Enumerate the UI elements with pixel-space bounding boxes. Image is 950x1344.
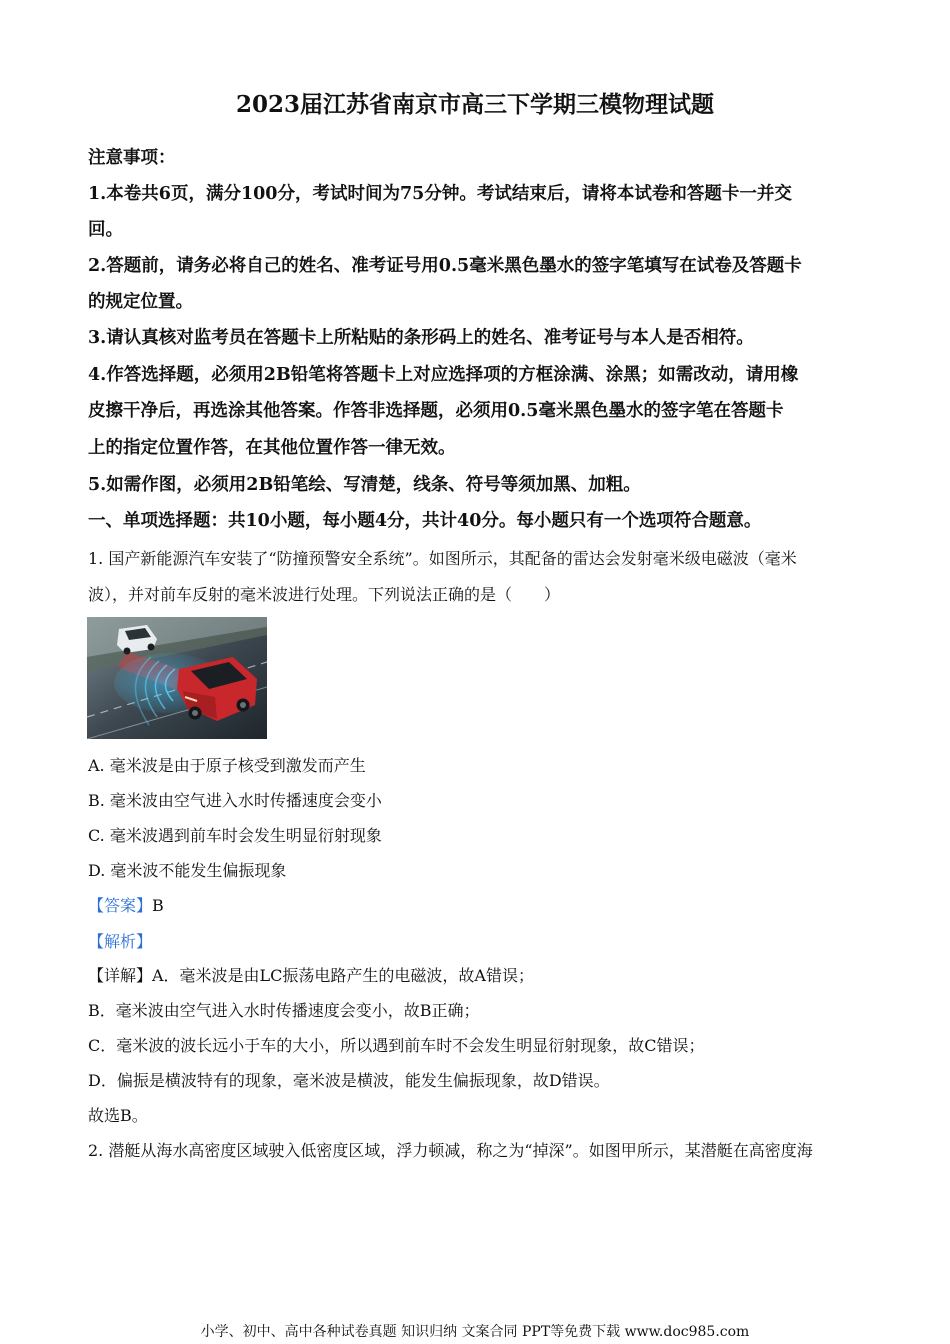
notice-line: 3.请认真核对监考员在答题卡上所粘贴的条形码上的姓名、准考证号与本人是否相符。 <box>88 328 754 348</box>
notice-line: 的规定位置。 <box>88 292 193 312</box>
notice-line: 回。 <box>88 220 123 240</box>
footer-text: 小学、初中、高中各种试卷真题 知识归纳 文案合同 PPT等免费下载 www.doc985.com <box>200 1324 750 1340</box>
answer-tag: 【答案】 <box>88 896 153 915</box>
q2-stem: 2. 潜艇从海水高密度区域驶入低密度区域，浮力顿减，称之为“掉深”。如图甲所示，某潜艇在高密度海 <box>88 1141 813 1160</box>
q1-answer <box>88 893 164 919</box>
q1-detail-line: C．毫米波的波长远小于车的大小，所以遇到前车时不会发生明显衍射现象，故C错误； <box>88 1036 705 1055</box>
q1-detail-line: D．偏振是横波特有的现象，毫米波是横波，能发生偏振现象，故D错误。 <box>88 1071 610 1090</box>
notice-line: 1.本卷共6页，满分100分，考试时间为75分钟。考试结束后，请将本试卷和答题卡一并交 <box>88 184 792 204</box>
q1-stem: 1. 国产新能源汽车安装了“防撞预警安全系统”。如图所示，其配备的雷达会发射毫米级电磁波（毫米 <box>88 549 797 568</box>
q1-detail-line: B．毫米波由空气进入水时传播速度会变小，故B正确； <box>88 1001 480 1020</box>
notice-line: 2.答题前，请务必将自己的姓名、准考证号用0.5毫米黑色墨水的签字笔填写在试卷及答题卡 <box>88 256 802 276</box>
q1-stem: 波），并对前车反射的毫米波进行处理。下列说法正确的是（ ） <box>88 585 561 604</box>
notice-line: 皮擦干净后，再选涂其他答案。作答非选择题，必须用0.5毫米黑色墨水的签字笔在答题卡 <box>88 401 784 421</box>
q1-detail-line: 【详解】A．毫米波是由LC振荡电路产生的电磁波，故A错误； <box>88 966 534 985</box>
notice-line: 4.作答选择题，必须用2B铅笔将答题卡上对应选择项的方框涂满、涂黑；如需改动，请用橡 <box>88 365 799 385</box>
q1-option-b: B. 毫米波由空气进入水时传播速度会变小 <box>88 791 382 810</box>
car-radar-image <box>87 617 267 739</box>
notice-line: 上的指定位置作答，在其他位置作答一律无效。 <box>88 438 456 458</box>
analysis-tag: 【解析】 <box>88 932 153 951</box>
answer-value: B <box>152 896 164 915</box>
page-title: 2023届江苏省南京市高三下学期三模物理试题 <box>235 91 714 118</box>
notice-line: 5.如需作图，必须用2B铅笔绘、写清楚，线条、符号等须加黑、加粗。 <box>88 475 641 495</box>
q1-option-a: A. 毫米波是由于原子核受到激发而产生 <box>88 756 366 775</box>
notice-heading: 注意事项： <box>88 148 176 168</box>
q1-option-c: C. 毫米波遇到前车时会发生明显衍射现象 <box>88 826 382 845</box>
q1-conclusion: 故选B。 <box>88 1106 148 1125</box>
section-heading: 一、单项选择题：共10小题，每小题4分，共计40分。每小题只有一个选项符合题意。 <box>88 511 762 531</box>
q1-option-d: D. 毫米波不能发生偏振现象 <box>88 861 287 880</box>
